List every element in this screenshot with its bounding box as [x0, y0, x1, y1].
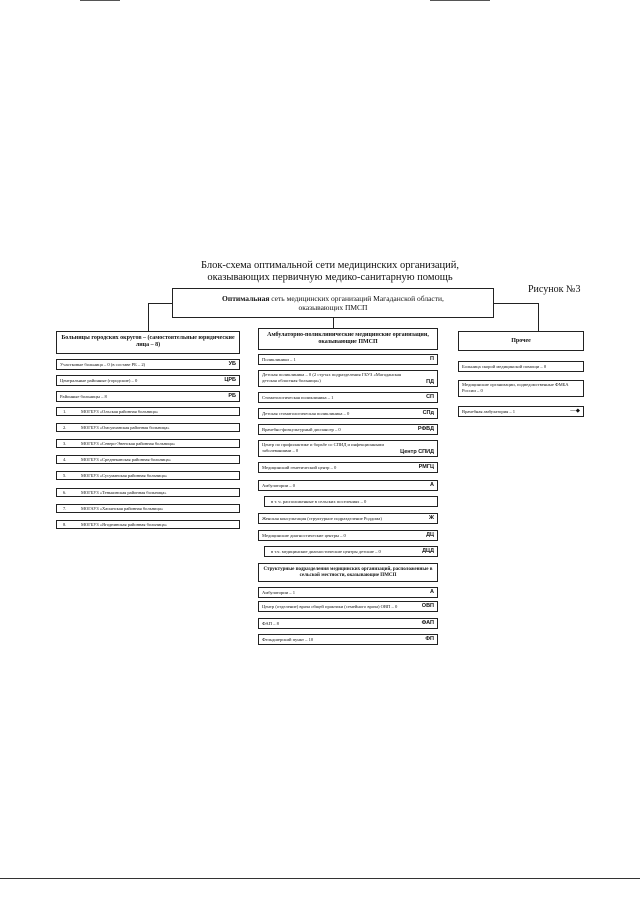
left-sub-4: 4. МОГБУЗ «Среднеканская районная больница»: [56, 455, 240, 464]
bottom-rule: [0, 878, 640, 879]
left-item-crb: Центральные районные (городские) – 0 ЦРБ: [56, 375, 240, 386]
left-sub-2: 2. МОГБУЗ «Омсукчанская районная больница»: [56, 423, 240, 432]
title-line-1: Блок-схема оптимальной сети медицинских организаций,: [200, 260, 460, 271]
mid-item-a-rural: в т. ч. расположенные в сельских поселениях – 0: [264, 496, 438, 507]
connector-root-right: [494, 303, 538, 304]
left-item-ub: Участковые больница – 0 (в составе РБ – 2) УБ: [56, 359, 240, 370]
mid-item-pd: Детская поликлиника – 0 (2 стр-ых подразделения ГБУЗ «Магаданская детская областная больница») ПД: [258, 370, 438, 387]
left-sub-8: 8. МОГБУЗ «Ягоднинская районная больница»: [56, 520, 240, 529]
rural-item-fp: Фельдшерский пункт – 10 ФП: [258, 634, 438, 645]
top-tick-right: [430, 0, 490, 1]
mid-item-spid: Центр по профилактике и борьбе со СПИД и инфекционными заболеваниями – 0 Центр СПИД: [258, 440, 438, 457]
left-column-header: Больницы городских округов – (самостоятельные юридические лица – 8): [56, 331, 240, 354]
root-rest: сеть медицинских организаций Магаданской области,: [269, 294, 444, 303]
mid-column-header: Амбулаторно-поликлинические медицинские организации, оказывающие ПМСП: [258, 328, 438, 350]
mid-item-p: Поликлиники – 1 П: [258, 354, 438, 365]
mid-item-sp: Стоматологическая поликлиника – 1 СП: [258, 392, 438, 403]
root-line2: оказывающих ПМСП: [298, 303, 368, 312]
root-bold: Оптимальная: [222, 294, 270, 303]
mid-item-zh: Женская консультация (структурное подразделение Роддома) Ж: [258, 513, 438, 524]
left-sub-3: 3. МОГБУЗ «Северо-Эвенская районная больница»: [56, 439, 240, 448]
left-sub-5: 5. МОГБУЗ «Сусуманская районная больница»: [56, 471, 240, 480]
root-box: [172, 288, 494, 318]
mid-subheader: Структурные подразделения медицинских организаций, расположенные в сельской местности, оказывающие ПМСП: [258, 563, 438, 582]
figure-label: Рисунок №3: [528, 284, 581, 295]
diagram-title: [140, 260, 520, 284]
mid-item-rfvd: Врачебно-физкультурный диспансер – 0 РФВД: [258, 424, 438, 435]
mid-item-dcd: в т.ч. медицинские диагностические центры детские – 0 ДЦД: [264, 546, 438, 557]
connector-left-down: [148, 303, 149, 331]
mid-item-a: Амбулатории – 0 А: [258, 480, 438, 491]
rural-item-ovp: Центр (отделение) врача общей практики (семейного врача) ОВП – 0 ОВП: [258, 601, 438, 612]
right-item-fmba: Медицинские организации, подведомственные ФМБА России – 0: [458, 380, 584, 397]
left-sub-6: 6. МОГБУЗ «Тенькинская районная больница»: [56, 488, 240, 497]
connector-root-left: [148, 303, 172, 304]
right-item-vrach-amb: Врачебная амбулатория – 1 —◆: [458, 406, 584, 417]
rural-item-fap: ФАП – 8 ФАП: [258, 618, 438, 629]
right-column-header: Прочее: [458, 331, 584, 351]
mid-item-rmgc: Медицинский генетический центр – 0 РМГЦ: [258, 462, 438, 473]
connector-mid-down: [333, 318, 334, 328]
title-line-2: оказывающих первичную медико-санитарную помощь: [207, 272, 453, 283]
left-sub-7: 7. МОГАУЗ «Хасынская районная больница»: [56, 504, 240, 513]
left-sub-1: 1. МОГБУЗ «Ольская районная больница»: [56, 407, 240, 416]
connector-right-down: [538, 303, 539, 331]
right-item-skoraya: Больница скорой медицинской помощи – 0: [458, 361, 584, 372]
mid-item-spd: Детская стоматологическая поликлиника – 0 СПд: [258, 408, 438, 419]
rural-item-a: Амбулатории – 1 А: [258, 587, 438, 598]
mid-item-dc: Медицинские диагностические центры – 0 ДЦ: [258, 530, 438, 541]
top-tick-left: [80, 0, 120, 1]
left-item-rb: Районные больницы – 8 РБ: [56, 391, 240, 402]
